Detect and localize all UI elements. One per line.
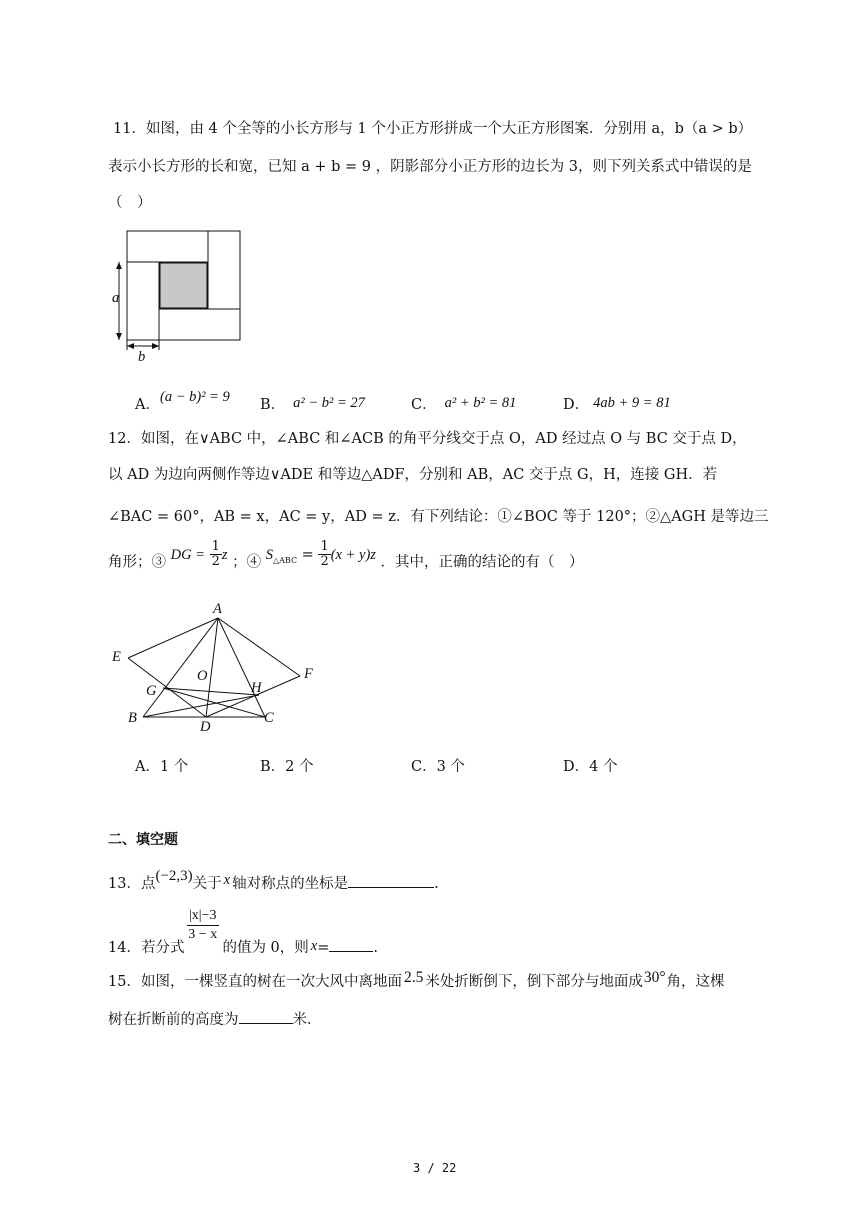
q14-answer-blank[interactable] — [329, 937, 373, 952]
q13: 13．点(−2,3)关于 x 轴对称点的坐标是 . — [108, 868, 439, 892]
q11-line3: （ ） — [108, 195, 152, 211]
q12-dg: DG = — [170, 546, 205, 563]
q15-height: 2.5 — [403, 969, 424, 986]
q12-option-b[interactable]: B．2 个 — [260, 759, 314, 775]
q12-line4-start: 角形；③ — [108, 554, 166, 571]
q12-label-O: O — [197, 668, 208, 684]
q11-option-b[interactable] — [260, 393, 365, 414]
q12-frac2-den: 2 — [320, 554, 329, 569]
q11-option-d-expr: 4ab + 9 = 81 — [593, 395, 671, 411]
q11-option-d-label: D． — [563, 397, 590, 413]
q14-mid: 的值为 0，则 — [222, 940, 309, 956]
q13-pre: 13．点 — [108, 876, 156, 892]
q12-area-s: S — [265, 546, 273, 563]
q15-line2-b: 米． — [292, 1012, 322, 1028]
q11-label-b: b — [138, 349, 146, 365]
q13-post: 轴对称点的坐标是 — [232, 876, 349, 892]
q12-option-a[interactable]: A．1 个 — [135, 759, 189, 775]
q12-line4-end: ．其中，正确的结论的有（ ） — [380, 554, 584, 571]
q11-option-c-label: C． — [411, 397, 437, 413]
q11-option-c[interactable] — [411, 393, 516, 414]
q12-fraction-half — [210, 540, 222, 569]
q14: 14．若分式 的值为 0，则 x= . — [108, 938, 378, 956]
q11-line1: 11．如图，由 4 个全等的小长方形与 1 个小正方形拼成一个大正方形图案．分别用 a，b（a > b） — [113, 121, 753, 137]
q15-line1-a: 15．如图，一棵竖直的树在一次大风中离地面 — [108, 974, 402, 990]
q14-denominator: 3 − x — [188, 927, 218, 942]
q13-mid: 关于 — [192, 876, 222, 892]
q11-option-c-expr: a² + b² = 81 — [444, 395, 517, 411]
q12-triangle-figure — [108, 600, 328, 740]
q12-line4-mid: ；④ — [232, 554, 262, 571]
q12-label-H: H — [251, 680, 262, 696]
q14-eq: = — [317, 940, 330, 956]
q12-line1: 12．如图，在∨ABC 中，∠ABC 和∠ACB 的角平分线交于点 O，AD 经过点 O 与 BC 交于点 D， — [108, 431, 747, 447]
q15-line1-c: 角，这棵 — [666, 974, 725, 990]
q12-line2: 以 AD 为边向两侧作等边∨ADE 和等边△ADF，分别和 AB，AC 交于点 G，H，连接 GH．若 — [108, 467, 718, 483]
q13-x: x — [223, 872, 231, 888]
q15-angle: 30° — [643, 969, 666, 986]
q11-option-b-expr: a² − b² = 27 — [293, 395, 365, 411]
page-number: 3 / 22 — [413, 1161, 457, 1175]
q11-option-a-label: A． — [135, 397, 160, 413]
q11-square-figure — [104, 225, 249, 370]
q12-label-F: F — [304, 666, 313, 682]
q14-x: x — [310, 938, 318, 954]
q13-answer-blank[interactable] — [348, 873, 434, 888]
q15-line1 — [108, 970, 725, 991]
q12-area-sub: △ABC — [272, 555, 298, 565]
q14-numerator: |x|−3 — [187, 907, 219, 926]
q12-label-E: E — [112, 649, 121, 665]
q12-label-G: G — [146, 683, 157, 699]
q12-area-expr: (x + y)z — [330, 546, 376, 563]
q12-frac-den: 2 — [211, 554, 220, 569]
q13-point: (−2,3) — [155, 868, 193, 884]
q12-line4 — [108, 539, 584, 577]
q11-label-a: a — [112, 290, 120, 306]
q12-fraction-half-2 — [318, 540, 330, 569]
q12-label-D: D — [200, 719, 211, 735]
q11-option-b-label: B． — [260, 397, 286, 413]
q12-frac2-num: 1 — [320, 539, 329, 554]
q14-pre: 14．若分式 — [108, 940, 185, 956]
q11-option-a-expr: (a − b)² = 9 — [159, 389, 230, 405]
q12-z: z — [221, 546, 228, 563]
q11-line2: 表示小长方形的长和宽，已知 a + b = 9 ，阴影部分小正方形的边长为 3，则下列关系式中错误的是 — [108, 159, 752, 175]
q15-line2 — [108, 1008, 322, 1029]
q15-answer-blank[interactable] — [239, 1009, 293, 1024]
q12-label-C: C — [264, 710, 274, 726]
q12-frac-num: 1 — [211, 539, 220, 554]
q12-line3: ∠BAC = 60°，AB = x，AC = y，AD = z．有下列结论：①∠BOC 等于 120°；②△AGH 是等边三 — [108, 509, 769, 525]
section-title: 二、填空题 — [108, 832, 178, 848]
q12-area-eq: = — [301, 546, 314, 563]
q12-label-A: A — [213, 601, 222, 617]
q11-option-a[interactable] — [135, 389, 230, 414]
q12-option-c[interactable]: C．3 个 — [411, 759, 465, 775]
q12-label-B: B — [128, 710, 137, 726]
q12-option-d[interactable]: D．4 个 — [563, 759, 618, 775]
q11-option-d[interactable] — [563, 393, 671, 414]
q15-line2-a: 树在折断前的高度为 — [108, 1012, 239, 1028]
q15-line1-b: 米处折断倒下，倒下部分与地面成 — [425, 974, 643, 990]
